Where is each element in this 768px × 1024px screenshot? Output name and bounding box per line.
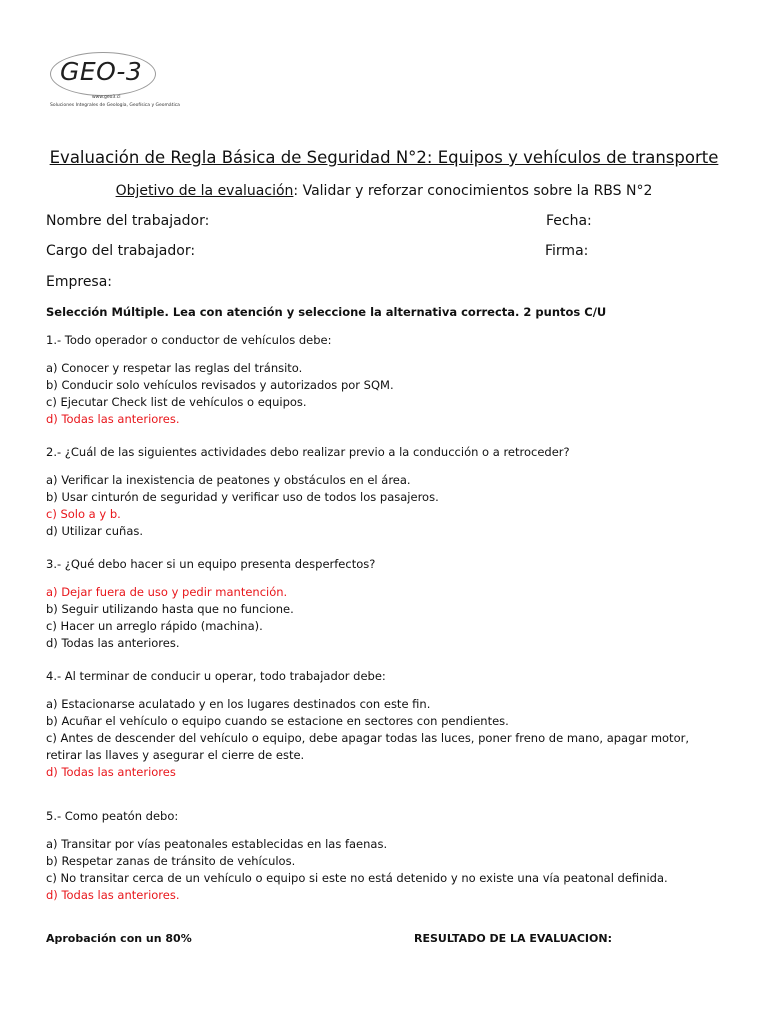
field-fecha: Fecha: [546, 213, 592, 229]
approval-note: Aprobación con un 80% [46, 932, 192, 945]
field-cargo: Cargo del trabajador: [46, 243, 196, 259]
question-text: 4.- Al terminar de conducir u operar, todo trabajador debe: [46, 669, 386, 683]
option-a-correct: a) Dejar fuera de uso y pedir mantención. [46, 585, 288, 599]
question-text: 5.- Como peatón debo: [46, 809, 179, 823]
option-a: a) Verificar la inexistencia de peatones y obstáculos en el área. [46, 473, 411, 487]
option-b: b) Acuñar el vehículo o equipo cuando se estacione en sectores con pendientes. [46, 714, 509, 728]
option-b: b) Seguir utilizando hasta que no funcione. [46, 602, 294, 616]
question-text: 2.- ¿Cuál de las siguientes actividades debo realizar previo a la conducción o a retroceder? [46, 445, 570, 459]
option-b: b) Respetar zanas de tránsito de vehículos. [46, 854, 296, 868]
option-c: c) Hacer un arreglo rápido (machina). [46, 619, 263, 633]
option-a: a) Conocer y respetar las reglas del tránsito. [46, 361, 303, 375]
option-c: c) No transitar cerca de un vehículo o equipo si este no está detenido y no existe una vía peatonal definida. [46, 871, 668, 885]
logo-name: GEO-3 [60, 57, 143, 86]
logo-url: www.geo3.cl [92, 95, 121, 100]
result-label: RESULTADO DE LA EVALUACION: [414, 932, 612, 945]
option-a: a) Estacionarse aculatado y en los lugares destinados con este fin. [46, 697, 431, 711]
question-text: 3.- ¿Qué debo hacer si un equipo presenta desperfectos? [46, 557, 376, 571]
option-c-correct: c) Solo a y b. [46, 507, 121, 521]
option-d-correct: d) Todas las anteriores. [46, 412, 180, 426]
objective-label: Objetivo de la evaluación [115, 183, 294, 199]
option-d: d) Utilizar cuñas. [46, 524, 144, 538]
option-d-correct: d) Todas las anteriores [46, 765, 176, 779]
option-a: a) Transitar por vías peatonales establecidas en las faenas. [46, 837, 388, 851]
question-2 [46, 444, 726, 540]
objective [0, 183, 768, 199]
option-b: b) Conducir solo vehículos revisados y autorizados por SQM. [46, 378, 394, 392]
logo-tagline: Soluciones Integrales de Geología, Geofísica y Geomática [50, 103, 180, 108]
instructions: Selección Múltiple. Lea con atención y seleccione la alternativa correcta. 2 puntos C/U [46, 305, 607, 319]
question-3 [46, 556, 726, 652]
question-5 [46, 808, 726, 904]
field-empresa: Empresa: [46, 274, 113, 290]
option-d-correct: d) Todas las anteriores. [46, 888, 180, 902]
option-c: c) Ejecutar Check list de vehículos o equipos. [46, 395, 307, 409]
question-4 [46, 668, 726, 781]
option-d: d) Todas las anteriores. [46, 636, 180, 650]
question-text: 1.- Todo operador o conductor de vehículos debe: [46, 333, 332, 347]
field-firma: Firma: [545, 243, 589, 259]
option-c: c) Antes de descender del vehículo o equipo, debe apagar todas las luces, poner freno de mano, apagar motor, retirar las llaves y asegurar el cierre de este. [46, 731, 689, 762]
field-nombre: Nombre del trabajador: [46, 213, 210, 229]
option-b: b) Usar cinturón de seguridad y verificar uso de todos los pasajeros. [46, 490, 439, 504]
document-title: Evaluación de Regla Básica de Seguridad N°2: Equipos y vehículos de transporte [49, 148, 719, 167]
objective-text: : Validar y reforzar conocimientos sobre la RBS N°2 [293, 183, 653, 199]
company-logo [46, 52, 180, 112]
question-1 [46, 332, 726, 428]
